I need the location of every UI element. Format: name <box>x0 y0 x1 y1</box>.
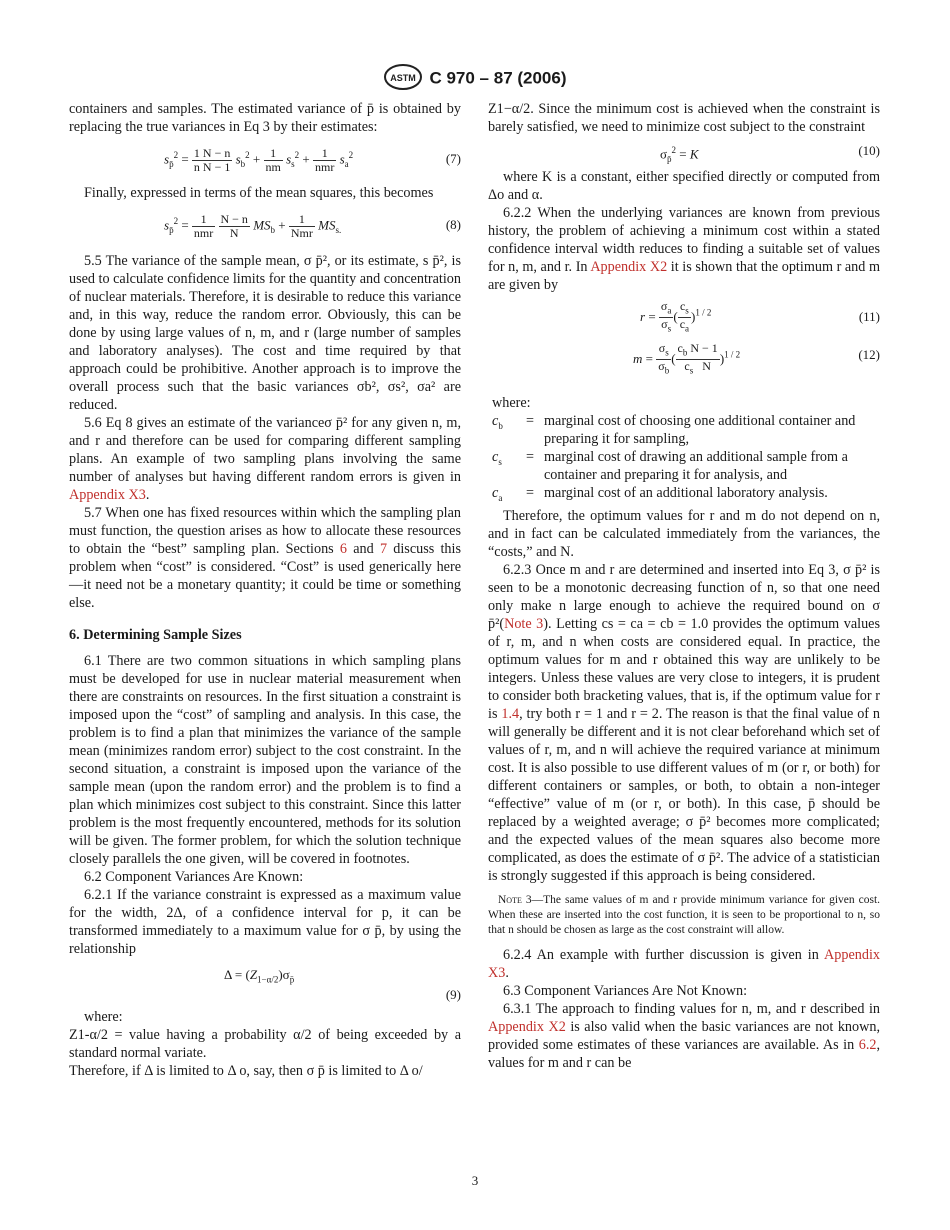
note-3-link[interactable]: Note 3 <box>504 615 544 632</box>
paragraph: where K is a constant, either specified directly or computed from Δo and α. <box>488 169 880 203</box>
equation-7: $s_{p̄}^2$ = $\frac{1 N - n}{\text{n N − 1}}$ $s_b^2$ + $\frac{1}{nm}$ $s_s^2$ + 1 nmr $s_a^2$ (7) <box>164 145 461 174</box>
equation-9: $\Delta = (Z_{1-\alpha/2})\sigma_{p̄}$ (9) <box>224 967 461 1002</box>
equation-number: (9) <box>445 987 461 1002</box>
document-header <box>0 64 950 94</box>
paragraph-5-5: 5.5 The variance of the sample mean, σ p̄², or its estimate, s p̄², is used to calculate confidence limits for the quantity and concentration of nuclear materials. Therefore, it is desirable to reduce this variance and, in this way, reduce the random error. Obviously, this can be done by using large values of n, m, and r (large number of samples and laboratory analyses). The cost and time required by that approach could be prohibitive. Another approach is to improve the overall process such that the basic variances σb², σs², σa² are reduced. <box>69 253 461 413</box>
section-1-4-link[interactable]: 1.4 <box>501 705 520 722</box>
paragraph-6-2-2: 6.2.2 When the underlying variances are known from previous history, the problem of achieving a minimum cost within a stated confidence interval width reduces to finding a suitable set of values for n, m, and r. In Appendix X2 it is shown that the optimum r and m are given by <box>488 205 880 293</box>
equation-10: $\sigma_{p̄}^2 = K$ (10) <box>660 143 880 164</box>
page-number: 3 <box>471 1173 479 1188</box>
section-7-link[interactable]: 7 <box>379 541 388 557</box>
paragraph-5-6: 5.6 Eq 8 gives an estimate of the varianceσ p̄² for any given n, m, and r and therefore can be used for comparing different sampling plans. An example of two sampling plans involving the same number of analyses but having different random errors is given in Appendix X3. <box>69 415 461 503</box>
appendix-x2-link[interactable]: Appendix X2 <box>590 259 668 275</box>
equation-number: (11) <box>858 309 880 324</box>
left-column <box>69 100 461 1080</box>
note-3: Note 3—The same values of m and r provide minimum variance for given cost. When these are inserted into the cost function, it is seen to be proportional to n, so that n should be chosen as large as the cost constraint will allow. <box>488 893 881 936</box>
paragraph: Z1−α/2. Since the minimum cost is achieved when the constraint is barely satisfied, we need to minimize cost subject to the constraint <box>488 101 880 135</box>
paragraph: Therefore, the optimum values for r and m do not depend on n, and in fact can be calculated immediately from the variances, the “costs,” and N. <box>488 507 880 560</box>
document-designation: C 970 – 87 (2006) <box>429 68 567 88</box>
equation-number: (12) <box>858 347 880 362</box>
z-definition: Z1-α/2 = value having a probability α/2 of being exceeded by a standard normal variate. <box>69 1027 461 1061</box>
definition-ca: $c_a$ = marginal cost of an additional laboratory analysis. <box>492 485 828 503</box>
appendix-x2-link[interactable]: Appendix X2 <box>488 1018 566 1035</box>
paragraph-6-2: 6.2 Component Variances Are Known: <box>84 869 304 885</box>
section-6-link[interactable]: 6 <box>339 541 348 557</box>
paragraph: Therefore, if Δ is limited to Δ o, say, then σ p̄ is limited to Δ o/ <box>69 1063 423 1079</box>
equation-number: (8) <box>445 217 461 232</box>
where-label: where: <box>84 1009 123 1025</box>
cost-definitions <box>488 412 880 507</box>
paragraph-6-1: 6.1 There are two common situations in which sampling plans must be developed for use in nuclear material measurement when there are constraints on resources. In the first situation a constraint is imposed upon the “cost” of sampling and analysis. In this case, the problem is to find a plan that minimizes the variance of the sample mean (minimizes random error) subject to the cost constraint. In the second situation, a constraint is imposed upon the variance of the sample mean (upon the random error) and the problem is to find a plan which minimizes cost subject to this constraint. Since this latter problem is the most frequently encountered, methods for its solution will be given. The former problem, for which the solution technique closely parallels the one given, will be covered in footnotes. <box>69 653 461 867</box>
section-6-2-link[interactable]: 6.2 <box>858 1036 877 1053</box>
definition-cb: $c_b$ = marginal cost of choosing one additional container and preparing it for sampling, <box>492 413 856 447</box>
appendix-x3-link[interactable]: Appendix X3 <box>488 946 880 981</box>
equation-number: (7) <box>445 151 461 166</box>
where-label: where: <box>492 395 531 411</box>
paragraph-6-3-1: 6.3.1 The approach to finding values for n, m, and r described in Appendix X2 is also valid when the basic variances are not known, provided some estimates of these variances are available. As in 6.2, values for m and r can be <box>488 1000 881 1071</box>
paragraph-6-2-3: 6.2.3 Once m and r are determined and inserted into Eq 3, σ p̄² is seen to be a monotonic decreasing function of n, so that one need only make n large enough to achieve the required bound on σ p̄²(Note 3). Letting cs = ca = cb = 1.0 provides the optimum values of r, m, and n when costs are considered equal. In practice, the optimum values for m and r obtained this way are unlikely to be integers. Unless these values are very close to integers, it is prudent to consider both bracketing values, that is, if the optimum value for r is 1.4, try both r = 1 and r = 2. The reason is that the final value of n will generally be different and it is not clear beforehand which set of values of r, m, and n will achieve the required variance at minimum cost. It is also possible to use different values of m (or r, or both) for different containers or samples, or both, to obtain a non-integer “effective” value of m (or r, or both). In this case, p̄ should be replaced by a weighted average; σ p̄² becomes more complicated; and the expected values of the mean squares also become more complicated, as does the estimate of σ p̄². The advice of a statistician is strongly suggested if this approach is being considered. <box>488 561 881 884</box>
paragraph-5-7: 5.7 When one has fixed resources within which the sampling plan must function, the question arises as how to allocate these resources to obtain the “best” sampling plan. Sections 6 and 7 discuss this problem when “cost” is considered. “Cost” is used generically here—it need not be a monetary quantity; it could be time or something else. <box>69 505 461 611</box>
paragraph: containers and samples. The estimated variance of p̄ is obtained by replacing the true variances in Eq 3 by their estimates: <box>69 101 461 135</box>
equation-11: r = $\frac{\sigma_a}{\sigma_s}$ ( $\frac{c_s}{c_a}$ )$^{1 / 2}$ (11) <box>640 299 880 334</box>
appendix-x3-link[interactable]: Appendix X3 <box>69 487 146 503</box>
right-column <box>488 100 880 1072</box>
equation-12: m = $\frac{\sigma_s}{\sigma_b}$ ( $\frac{c_b N - 1}{c_s N}$ )$^{1 / 2}$ (12) <box>633 341 880 376</box>
paragraph-6-3: 6.3 Component Variances Are Not Known: <box>503 982 748 999</box>
section-heading: 6. Determining Sample Sizes <box>69 627 242 643</box>
paragraph-6-2-1: 6.2.1 If the variance constraint is expressed as a maximum value for the width, 2Δ, of a confidence interval for p, it can be transformed immediately to a maximum value for σ p̄, by using the relationship <box>69 887 461 957</box>
definition-cs: $c_s$ = marginal cost of drawing an additional sample from a container and preparing it for analysis, and <box>492 449 848 483</box>
equation-number: (10) <box>858 143 880 158</box>
paragraph-6-2-4: 6.2.4 An example with further discussion is given in Appendix X3. <box>488 946 880 981</box>
equation-8: $s_{p̄}^2$ = 1 nmr $\frac{N - n}{N}$ $MS_b$ + 1 Nmr $MS_{s.}$ (8) <box>164 211 461 240</box>
paragraph: Finally, expressed in terms of the mean squares, this becomes <box>84 185 434 201</box>
svg-text:ASTM: ASTM <box>390 73 417 83</box>
astm-logo-icon <box>383 64 423 94</box>
